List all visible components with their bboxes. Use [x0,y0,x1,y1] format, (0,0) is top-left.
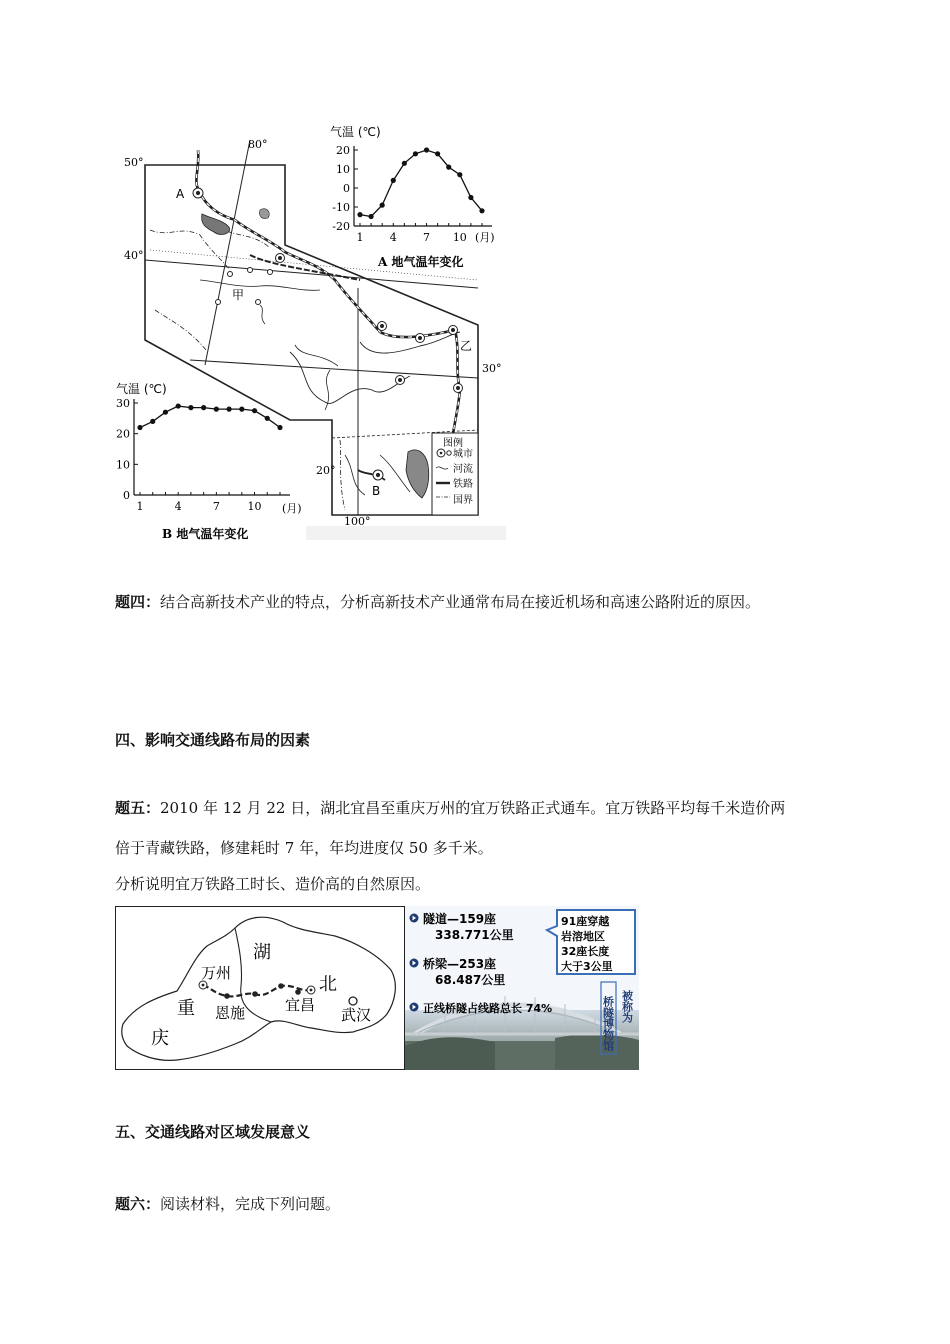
chart-b-ylabel: 气温 (℃) [116,382,167,396]
chart-a-data-point [368,214,373,219]
label-wuhan: 武汉 [341,1006,372,1024]
label-enshi: 恩施 [215,1004,246,1022]
chart-b-data-point [277,425,282,430]
question-5 [115,798,785,818]
chart-a-unit: (月) [475,231,495,244]
question-4 [115,592,760,612]
railway-figure [115,906,639,1070]
chart-b-y-tick-label: 10 [116,458,130,472]
chart-b-x-tick-label: 1 [136,500,144,513]
label-chong: 重 [177,998,195,1019]
chart-a-data-point [435,151,440,156]
chart-a-data-point [457,172,462,177]
question-6 [115,1194,340,1214]
legend-title: 图例 [443,438,463,449]
railway-info-panel [405,906,639,1070]
legend-city: 城市 [453,449,473,460]
chart-b [110,375,320,547]
chart-b-y-tick-label: 20 [116,427,130,441]
railway-map [115,906,405,1070]
chart-b-x-tick-label: 10 [247,500,262,513]
chart-a-x-tick-label: 7 [423,231,431,244]
callout-line-2: 岩溶地区 [561,930,605,943]
label-A: A [176,187,185,201]
chart-a-data-point [446,165,451,170]
chart-b-data-point [163,410,168,415]
q5-line3: 分析说明宜万铁路工时长、造价高的自然原因。 [115,875,431,893]
lon-100-label: 100° [344,515,371,528]
tunnel-label: 隧道—159座 [423,912,497,926]
lat-20-label: 20° [316,464,336,477]
q5-label: 题五： [115,799,161,817]
bridge-length: 68.487公里 [435,973,506,987]
section-4-title: 四、影响交通线路布局的因素 [115,731,311,749]
label-bei: 北 [319,974,337,995]
chart-b-data-point [150,419,155,424]
chart-a-data-point [402,161,407,166]
label-yi: 乙 [460,339,473,353]
chart-a-series-line [360,150,482,217]
chart-b-data-point [176,403,181,408]
label-B: B [372,484,381,498]
chart-a-data-point [380,203,385,208]
chart-b-caption: B 地气温年变化 [162,527,249,541]
q4-label: 题四： [115,593,161,611]
ratio-text: 正线桥隧占线路总长 74% [423,1002,553,1015]
q5-line2: 倍于青藏铁路，修建耗时 7 年，年均进度仅 50 多千米。 [115,839,493,857]
chart-b-unit: (月) [282,502,302,515]
q6-text: 阅读材料，完成下列问题。 [160,1195,341,1213]
chart-b-data-point [137,425,142,430]
chart-a-data-point [424,147,429,152]
lat-30-label: 30° [482,362,502,375]
chart-a-x-tick-label: 1 [356,231,364,244]
callout-line-3: 32座长度 [561,945,610,958]
label-jia: 甲 [232,288,245,302]
chart-b-y-tick-label: 30 [116,397,130,410]
legend-river: 河流 [453,464,473,475]
lon-80-label: 80° [248,138,268,151]
chart-a-x-tick-label: 10 [452,231,467,244]
museum-vertical-label: 桥隧博物馆 [601,996,615,1051]
section-5-title: 五、交通线路对区域发展意义 [115,1123,311,1141]
called-vertical-label: 被称为 [620,990,634,1023]
chart-a-data-point [357,212,362,217]
lat-40-label: 40° [124,249,144,262]
chart-b-data-point [201,405,206,410]
chart-b-x-tick-label: 4 [174,500,182,513]
q6-label: 题六： [115,1195,161,1213]
chart-a-data-point [413,151,418,156]
chart-a-ylabel: 气温 (℃) [330,125,381,139]
chart-b-data-point [252,408,257,413]
chart-b-data-point [214,407,219,412]
callout-line-1: 91座穿越 [561,915,610,928]
label-wanzhou: 万州 [201,964,232,982]
chart-a-data-point [468,195,473,200]
chart-a-caption: A 地气温年变化 [378,255,464,269]
q4-text: 结合高新技术产业的特点，分析高新技术产业通常布局在接近机场和高速公路附近的原因。 [160,593,761,611]
chart-b-data-point [226,407,231,412]
lat-50-label: 50° [124,156,144,169]
q5-line1: 2010 年 12 月 22 日，湖北宜昌至重庆万州的宜万铁路正式通车。宜万铁路平均每千米造价两 [160,799,786,817]
chart-a-x-tick-label: 4 [389,231,397,244]
chart-b-data-point [188,405,193,410]
chart-a-y-tick-label: 10 [336,163,350,176]
callout-line-4: 大于3公里 [561,960,613,973]
chart-a [320,120,520,275]
chart-a-y-tick-label: 20 [336,144,350,157]
chart-a-data-point [479,208,484,213]
chart-b-data-point [239,407,244,412]
legend-railway: 铁路 [453,479,473,490]
chart-a-y-tick-label: -10 [332,201,350,214]
legend-border: 国界 [453,495,473,506]
chart-a-y-tick-label: -20 [332,220,350,233]
chart-b-y-tick-label: 0 [123,489,130,502]
chart-b-series-line [140,406,280,427]
tunnel-length: 338.771公里 [435,928,514,942]
chart-a-y-tick-label: 0 [343,182,350,195]
label-hu: 湖 [253,942,271,963]
chart-b-x-tick-label: 7 [212,500,220,513]
chart-a-data-point [391,178,396,183]
chart-b-data-point [265,416,270,421]
bridge-label: 桥梁—253座 [423,957,497,971]
label-yichang: 宜昌 [285,996,316,1014]
label-qing: 庆 [151,1028,169,1049]
